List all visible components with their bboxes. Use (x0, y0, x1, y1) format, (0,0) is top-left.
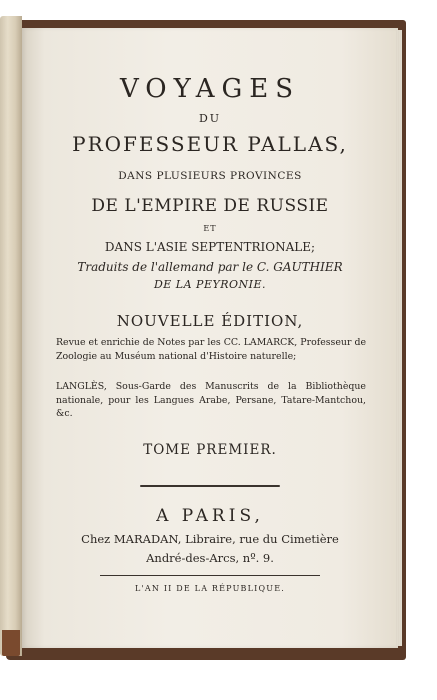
tome-premier: TOME PREMIER. (143, 442, 277, 458)
imprint-address: André-des-Arcs, nº. 9. (146, 551, 274, 565)
spine-leather-edge (2, 630, 20, 656)
subtitle-dans-plusieurs-provinces: DANS PLUSIEURS PROVINCES (118, 170, 302, 182)
langles-paragraph: LANGLÈS, Sous-Garde des Manuscrits de la Bibliothèque nationale, pour les Langues Arabe, Persane, Tatare-Mantchou, &c. (56, 381, 366, 419)
nouvelle-edition: NOUVELLE ÉDITION, (116, 312, 304, 330)
title-professeur-pallas: PROFESSEUR PALLAS, (72, 132, 348, 156)
subtitle-et: ET (203, 224, 217, 233)
imprint-rule (100, 575, 320, 576)
subtitle-asie-septentrionale: DANS L'ASIE SEPTENTRIONALE; (104, 240, 316, 254)
imprint-a-paris: A PARIS, (156, 506, 264, 526)
translator-line-2: DE LA PEYRONIE. (153, 278, 267, 291)
revue-paragraph: Revue et enrichie de Notes par les CC. LAMARCK, Professeur de Zoologie au Muséum national d'Histoire naturelle; (56, 337, 366, 362)
translator-line-1: Traduits de l'allemand par le C. GAUTHIER (77, 260, 343, 274)
title-du: DU (198, 112, 222, 125)
subtitle-empire-de-russie: DE L'EMPIRE DE RUSSIE (91, 196, 329, 216)
imprint-date: L'AN II DE LA RÉPUBLIQUE. (134, 584, 285, 593)
book-spine (0, 16, 22, 656)
ornamental-rule (140, 485, 280, 487)
title-voyages: VOYAGES (119, 74, 301, 104)
imprint-chez-maradan: Chez MARADAN, Libraire, rue du Cimetière (81, 532, 339, 546)
